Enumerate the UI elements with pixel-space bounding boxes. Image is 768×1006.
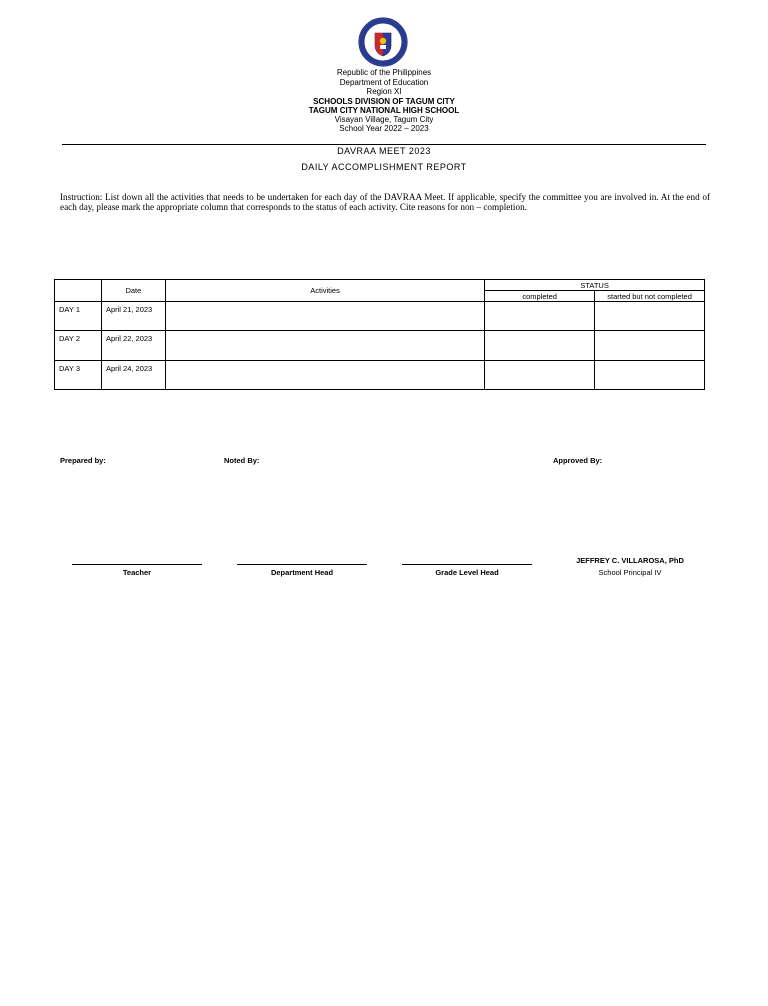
day-cell: DAY 2 bbox=[55, 331, 102, 361]
column-header-started: started but not completed bbox=[595, 291, 705, 302]
column-header-completed: completed bbox=[485, 291, 595, 302]
completed-cell[interactable] bbox=[485, 361, 595, 390]
department-head-role: Department Head bbox=[270, 568, 334, 577]
grade-level-head-signature-line bbox=[402, 564, 532, 565]
started-cell[interactable] bbox=[595, 302, 705, 331]
noted-by-label: Noted By: bbox=[224, 456, 260, 465]
date-cell: April 21, 2023 bbox=[101, 302, 165, 331]
header-school-year: School Year 2022 – 2023 bbox=[339, 124, 429, 133]
header-school: TAGUM CITY NATIONAL HIGH SCHOOL bbox=[308, 106, 460, 115]
completed-cell[interactable] bbox=[485, 302, 595, 331]
department-head-signature-line bbox=[237, 564, 367, 565]
table-row bbox=[55, 302, 705, 331]
header-region: Region XI bbox=[366, 87, 402, 96]
header-division: SCHOOLS DIVISION OF TAGUM CITY bbox=[313, 97, 455, 106]
teacher-role: Teacher bbox=[122, 568, 152, 577]
header-divider bbox=[62, 144, 706, 145]
header-department: Department of Education bbox=[339, 78, 429, 87]
instruction-text: Instruction: List down all the activities that needs to be undertaken for each day of the DAVRAA Meet. If applicable, specify the committee you are involved in. At the end of each day, please mark the appropriate column that corresponds to the status of each activity. Cite reasons for non – completion. bbox=[60, 192, 710, 212]
activities-cell[interactable] bbox=[165, 331, 484, 361]
table-row bbox=[55, 331, 705, 361]
approved-by-label: Approved By: bbox=[553, 456, 603, 465]
date-cell: April 24, 2023 bbox=[101, 361, 165, 390]
deped-seal-icon bbox=[356, 17, 410, 67]
day-cell: DAY 3 bbox=[55, 361, 102, 390]
event-title: DAVRAA MEET 2023 bbox=[337, 146, 431, 156]
accomplishment-table bbox=[54, 279, 705, 390]
completed-cell[interactable] bbox=[485, 331, 595, 361]
started-cell[interactable] bbox=[595, 331, 705, 361]
activities-cell[interactable] bbox=[165, 302, 484, 331]
grade-level-head-role: Grade Level Head bbox=[435, 568, 499, 577]
teacher-signature-line bbox=[72, 564, 202, 565]
principal-name: JEFFREY C. VILLAROSA, PhD bbox=[576, 556, 684, 565]
table-row bbox=[55, 361, 705, 390]
activities-cell[interactable] bbox=[165, 361, 484, 390]
started-cell[interactable] bbox=[595, 361, 705, 390]
column-header-date: Date bbox=[101, 280, 165, 302]
header-address: Visayan Village, Tagum City bbox=[334, 115, 434, 124]
column-header-activities: Activities bbox=[165, 280, 484, 302]
report-title: DAILY ACCOMPLISHMENT REPORT bbox=[301, 162, 467, 172]
column-header-status: STATUS bbox=[485, 280, 705, 291]
prepared-by-label: Prepared by: bbox=[60, 456, 106, 465]
day-cell: DAY 1 bbox=[55, 302, 102, 331]
principal-title: School Principal IV bbox=[598, 568, 662, 577]
header-day-cell bbox=[55, 280, 102, 302]
header-country: Republic of the Philippines bbox=[336, 68, 432, 77]
date-cell: April 22, 2023 bbox=[101, 331, 165, 361]
